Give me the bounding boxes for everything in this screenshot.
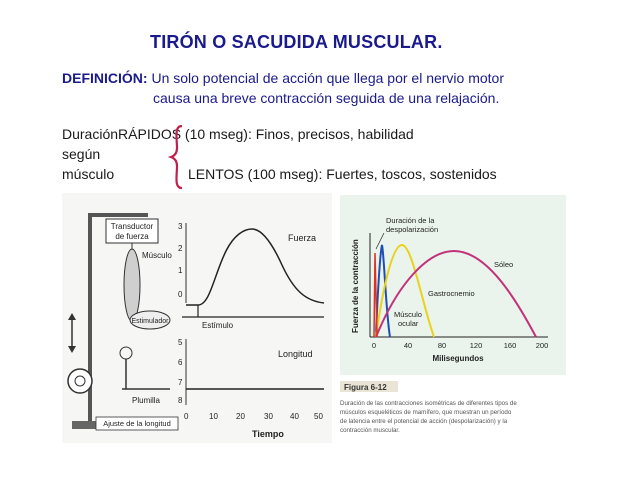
length-label: Longitud [278, 349, 313, 359]
ocular-label-line2: ocular [398, 319, 419, 328]
time-axis-label: Tiempo [252, 429, 284, 439]
x-tick: 160 [503, 341, 517, 350]
length-tick: 6 [178, 358, 183, 367]
pen-label: Plumilla [132, 396, 161, 405]
muscle-shape [124, 249, 140, 321]
duration-row3-left: músculo [62, 166, 115, 182]
curly-brace-icon [168, 124, 188, 190]
x-tick: 200 [535, 341, 549, 350]
depolarization-annotation-line2: despolarización [386, 225, 439, 234]
force-tick: 3 [178, 222, 183, 231]
caption-line: de latencia entre el potencial de acción (despolarización) y la [340, 418, 508, 425]
time-tick: 30 [264, 412, 273, 421]
length-tick: 7 [178, 378, 183, 387]
stimulator-label: Estimulador [131, 318, 169, 325]
twitch-apparatus-figure [62, 193, 332, 443]
x-tick: 120 [469, 341, 483, 350]
soleus-label: Sóleo [494, 260, 514, 269]
gastrocnemius-label: Gastrocnemio [428, 289, 475, 298]
duration-row1: DuraciónRÁPIDOS (10 mseg): Finos, precisos, habilidad [62, 126, 414, 142]
force-label: Fuerza [288, 233, 317, 243]
x-tick: 80 [437, 341, 447, 350]
stimulus-label: Estímulo [202, 321, 234, 330]
caption-line: contracción muscular. [340, 427, 400, 434]
depolarization-annotation: Duración de la [386, 216, 435, 225]
force-tick: 1 [178, 266, 183, 275]
caption-line: Duración de las contracciones isométricas de diferentes tipos de [340, 400, 517, 407]
y-axis-label: Fuerza de la contracción [351, 239, 360, 333]
time-tick: 0 [184, 412, 189, 421]
page-title: TIRÓN O SACUDIDA MUSCULAR. [150, 32, 443, 52]
time-tick: 20 [236, 412, 245, 421]
caption-title: Figura 6-12 [344, 383, 387, 392]
definition-line2: causa una breve contracción seguida de una relajación. [153, 90, 500, 106]
duration-row3-right: LENTOS (100 mseg): Fuertes, toscos, sostenidos [188, 166, 497, 182]
definition-label: DEFINICIÓN: [62, 70, 148, 86]
transducer-sub-label: de fuerza [115, 232, 149, 241]
transducer-label: Transductor [110, 222, 154, 231]
caption-line: músculos esqueléticos de mamífero, que muestran un período [340, 409, 512, 416]
definition-line1: Un solo potencial de acción que llega por el nervio motor [151, 70, 504, 86]
x-tick: 40 [403, 341, 413, 350]
time-tick: 10 [209, 412, 218, 421]
length-adjust-label: Ajuste de la longitud [103, 419, 171, 428]
time-tick: 50 [314, 412, 323, 421]
force-tick: 2 [178, 244, 183, 253]
ocular-label: Músculo [394, 310, 422, 319]
muscle-label: Músculo [142, 251, 172, 260]
length-tick: 8 [178, 396, 183, 405]
definition [62, 68, 504, 106]
force-tick: 0 [178, 290, 183, 299]
time-tick: 40 [290, 412, 299, 421]
length-tick: 5 [178, 338, 183, 347]
x-axis-label: Milisegundos [432, 354, 484, 363]
duration-row2: según [62, 146, 101, 162]
contraction-duration-figure [338, 193, 578, 443]
x-tick: 0 [371, 341, 377, 350]
